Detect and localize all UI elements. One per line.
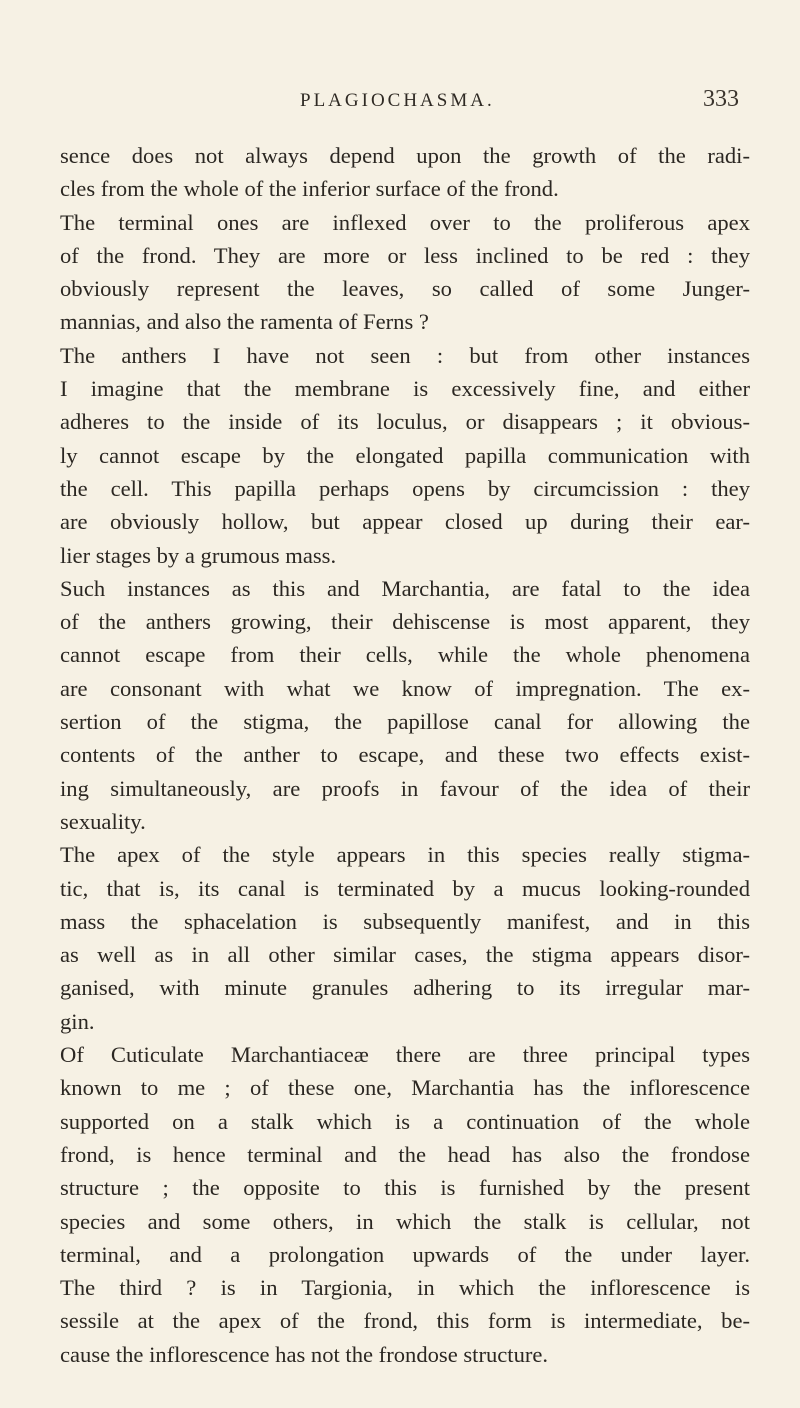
- text-line: frond, is hence terminal and the head has also the frondose: [60, 1141, 750, 1167]
- running-head: [0, 86, 800, 116]
- page-number: 333: [703, 86, 739, 112]
- text-line: known to me ; of these one, Marchantia has the inflorescence: [60, 1075, 750, 1101]
- text-line: of the frond. They are more or less inclined to be red : they: [60, 242, 750, 268]
- text-line: obviously represent the leaves, so called of some Junger-: [60, 276, 750, 302]
- text-line: ganised, with minute granules adhering to its irregular mar-: [60, 975, 750, 1001]
- text-line: contents of the anther to escape, and these two effects exist-: [60, 742, 750, 768]
- text-line: sessile at the apex of the frond, this form is intermediate, be-: [60, 1308, 750, 1334]
- text-line: cannot escape from their cells, while the whole phenomena: [60, 642, 750, 668]
- text-line: adheres to the inside of its loculus, or disappears ; it obvious-: [60, 409, 750, 435]
- text-line: tic, that is, its canal is terminated by a mucus looking-rounded: [60, 875, 750, 901]
- text-line: The third ? is in Targionia, in which the inflorescence is: [60, 1275, 750, 1301]
- text-line: cles from the whole of the inferior surface of the frond.: [60, 176, 559, 202]
- text-line: The terminal ones are inflexed over to the proliferous apex: [60, 209, 750, 235]
- text-line: lier stages by a grumous mass.: [60, 542, 337, 568]
- text-line: mass the sphacelation is subsequently manifest, and in this: [60, 908, 750, 934]
- body-text: [60, 139, 750, 1371]
- text-line: as well as in all other similar cases, the stigma appears disor-: [60, 942, 750, 968]
- text-line: Of Cuticulate Marchantiaceæ there are three principal types: [60, 1042, 750, 1068]
- running-head-title: PLAGIOCHASMA.: [300, 90, 495, 111]
- text-line: species and some others, in which the stalk is cellular, not: [60, 1208, 750, 1234]
- text-line: sertion of the stigma, the papillose canal for allowing the: [60, 709, 750, 735]
- text-line: the cell. This papilla perhaps opens by circumcission : they: [60, 475, 750, 501]
- text-line: I imagine that the membrane is excessively fine, and either: [60, 376, 750, 402]
- text-line: sence does not always depend upon the growth of the radi-: [60, 143, 750, 168]
- text-line: The anthers I have not seen : but from other instances: [60, 342, 750, 368]
- text-line: Such instances as this and Marchantia, are fatal to the idea: [60, 575, 750, 601]
- text-line: cause the inflorescence has not the frondose structure.: [60, 1341, 549, 1367]
- text-line: structure ; the opposite to this is furnished by the present: [60, 1175, 750, 1201]
- text-line: gin.: [60, 1008, 95, 1034]
- text-line: ing simultaneously, are proofs in favour of the idea of their: [60, 775, 750, 801]
- text-line: mannias, and also the ramenta of Ferns ?: [60, 309, 429, 335]
- text-line: ly cannot escape by the elongated papilla communication with: [60, 442, 750, 468]
- text-line: terminal, and a prolongation upwards of the under layer.: [60, 1241, 750, 1267]
- text-line: are consonant with what we know of impregnation. The ex-: [60, 675, 750, 701]
- text-line: sexuality.: [60, 808, 146, 834]
- text-line: are obviously hollow, but appear closed up during their ear-: [60, 509, 750, 535]
- text-line: of the anthers growing, their dehiscense is most apparent, they: [60, 609, 750, 635]
- text-line: The apex of the style appears in this species really stigma-: [60, 842, 750, 868]
- text-line: supported on a stalk which is a continuation of the whole: [60, 1108, 750, 1134]
